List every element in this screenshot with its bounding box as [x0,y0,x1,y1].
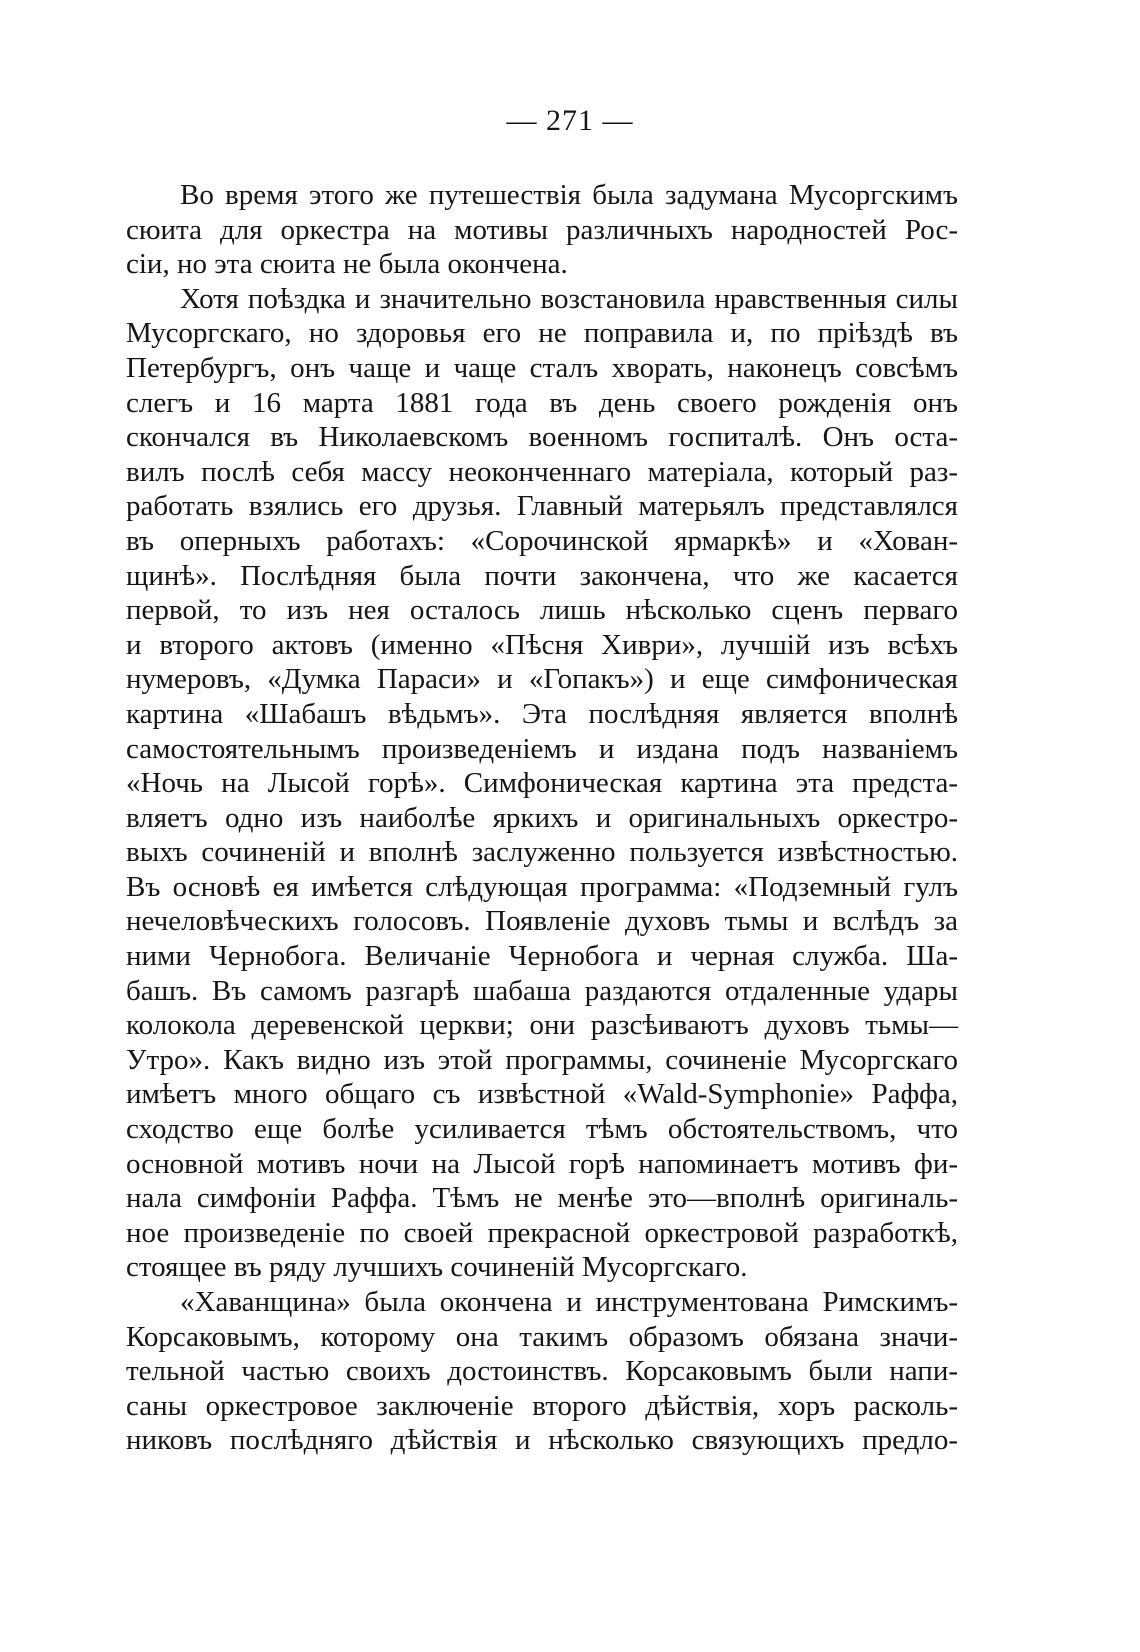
text-line: вилъ послѣ себя массу неоконченнаго матеріала, который раз- [126,455,958,488]
paragraph-1 [126,178,958,282]
body-text [126,178,958,1458]
text-line: самостоятельнымъ произведеніемъ и издана подъ названіемъ [126,732,958,765]
text-line: нумеровъ, «Думка Параси» и «Гопакъ») и еще симфоническая [126,663,958,696]
text-line: щинѣ». Послѣдняя была почти закончена, что же касается [126,559,958,592]
text-line: ними Чернобога. Величаніе Чернобога и черная служба. Ша- [126,940,958,973]
text-line: Петербургъ, онъ чаще и чаще сталъ хворать, наконецъ совсѣмъ [126,351,958,384]
text-line: основной мотивъ ночи на Лысой горѣ напоминаетъ мотивъ фи- [126,1147,958,1180]
text-line: сіи, но эта сюита не была окончена. [126,248,568,281]
text-line: ное произведеніе по своей прекрасной оркестровой разработкѣ, [126,1216,958,1249]
text-line: нала симфоніи Раффа. Тѣмъ не менѣе это—вполнѣ оригиналь- [126,1182,958,1215]
text-line: «Хаванщина» была окончена и инструментована Римскимъ- [180,1286,958,1318]
text-line: и второго актовъ (именно «Пѣсня Хиври», лучшій изъ всѣхъ [126,628,958,661]
page-number: — 271 — [506,104,634,137]
text-line: Утро». Какъ видно изъ этой программы, сочиненіе Мусоргскаго [126,1043,958,1076]
text-line: выхъ сочиненій и вполнѣ заслуженно пользуется извѣстностью. [126,836,958,869]
text-line: Хотя поѣздка и значительно возстановила нравственныя силы [180,282,958,315]
text-line: Корсаковымъ, которому она такимъ образомъ обязана значи- [126,1320,958,1353]
text-line: башъ. Въ самомъ разгарѣ шабаша раздаются отдаленные удары [126,974,958,1007]
text-line: первой, то изъ нея осталось лишь нѣсколько сценъ перваго [126,594,958,627]
text-line: вляетъ одно изъ наиболѣе яркихъ и оригинальныхъ оркестро- [126,801,958,834]
text-line: слегъ и 16 марта 1881 года въ день своего рожденія онъ [126,386,958,419]
text-line: «Ночь на Лысой горѣ». Симфоническая картина эта предста- [126,767,958,800]
text-line: колокола деревенской церкви; они разсѣиваютъ духовъ тьмы— [126,1009,958,1042]
text-line: тельной частью своихъ достоинствъ. Корсаковымъ были напи- [126,1355,958,1388]
text-line: саны оркестровое заключеніе второго дѣйствія, хоръ расколь- [126,1389,958,1422]
text-line: Въ основѣ ея имѣется слѣдующая программа: «Подземный гулъ [126,870,958,903]
text-line: никовъ послѣдняго дѣйствія и нѣсколько связующихъ предло- [126,1424,958,1457]
text-line: Мусоргскаго, но здоровья его не поправила и, по пріѣздѣ въ [126,317,958,350]
text-line: сюита для оркестра на мотивы различныхъ народностей Рос- [126,213,958,246]
text-line: Во время этого же путешествія была задумана Мусоргскимъ [180,179,958,211]
text-line: имѣетъ много общаго съ извѣстной «Wald-Symphonie» Раффа, [126,1078,958,1111]
text-line: скончался въ Николаевскомъ военномъ госпиталѣ. Онъ оста- [126,421,958,454]
paragraph-2 [126,282,958,1285]
text-line: сходство еще болѣе усиливается тѣмъ обстоятельствомъ, что [126,1113,958,1146]
text-line: картина «Шабашъ вѣдьмъ». Эта послѣдняя является вполнѣ [126,697,958,730]
paragraph-3 [126,1285,958,1458]
text-line: въ оперныхъ работахъ: «Сорочинской ярмаркѣ» и «Хован- [126,524,958,557]
text-line: работать взялись его друзья. Главный матерьялъ представлялся [126,490,958,523]
text-line: стоящее въ ряду лучшихъ сочиненій Мусоргскаго. [126,1251,748,1284]
text-line: нечеловѣческихъ голосовъ. Появленіе духовъ тьмы и вслѣдъ за [126,905,958,938]
